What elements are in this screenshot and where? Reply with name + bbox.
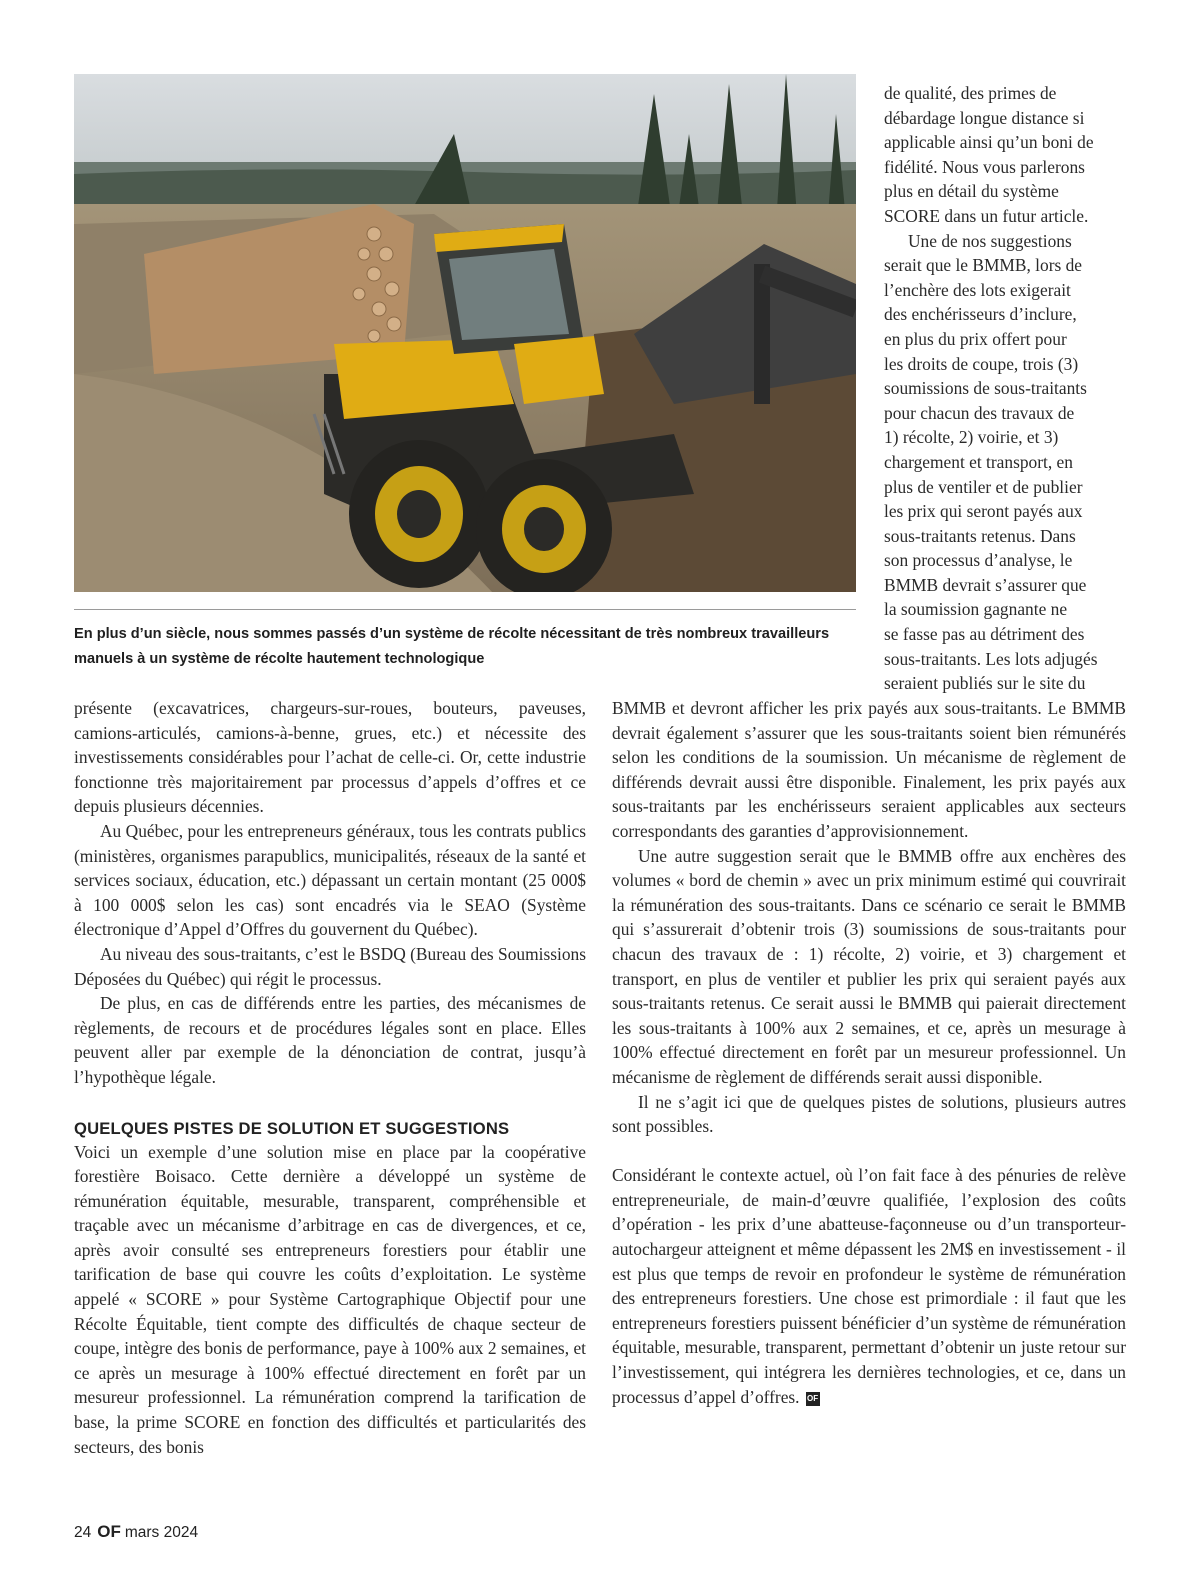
text-line: plus de ventiler et de publier <box>884 476 1083 497</box>
right-column <box>612 696 1126 1409</box>
paragraph: Voici un exemple d’une solution mise en place par la coopérative forestière Boisaco. Cette dernière a développé un système de rémunération équitable, mesurable, transparent, compréhensible et traçable avec un mécanisme d’arbitrage en cas de divergences, et ce, après avoir consulté ses entrepreneurs forestiers pour établir une tarification de base qui couvre les coûts d’exploitation. Le système appelé « SCORE » pour Système Cartographique Objectif pour une Récolte Équitable, tient compte des difficultés de chaque secteur de coupe, intègre des bonis de performance, paye à 100% aux 2 semaines, et ce après un mesurage à 100% effectué directement en forêt par un mesureur professionnel. La rémunération comprend la tarification de base, la prime SCORE en fonction des difficultés et particularités des secteurs, des bonis <box>74 1141 586 1457</box>
text-line: sous-traitants retenus. Dans <box>884 525 1076 546</box>
paragraph: Il ne s’agit ici que de quelques pistes de solutions, plusieurs autres sont possibles. <box>612 1091 1126 1137</box>
section-heading: QUELQUES PISTES DE SOLUTION ET SUGGESTIONS <box>74 1118 510 1138</box>
text-line: SCORE dans un futur article. <box>884 205 1089 226</box>
magazine-brand: OF <box>97 1522 121 1541</box>
paragraph: De plus, en cas de différends entre les parties, des mécanismes de règlements, de recours et de procédures légales sont en place. Elles peuvent aller par exemple de la dénonciation de contrat, jusqu’à l’hypothèque légale. <box>74 993 586 1087</box>
paragraph: Une autre suggestion serait que le BMMB offre aux enchères des volumes « bord de chemin » avec un prix minimum estimé qui couvrirait la rémunération des sous-traitants. Dans ce scénario ce serait le BMMB qui s’assurerait d’obtenir trois (3) soumissions de sous-traitants pour chacun des travaux de : 1) récolte, 2) voirie, et 3) chargement et transport, en plus de ventiler et publier les prix qui seraient payés aux sous-traitants retenus. Ce serait aussi le BMMB qui paierait directement les sous-traitants à 100% aux 2 semaines, et ce, après un mesurage à 100% effectué directement en forêt par un mesureur professionnel. Un mécanisme de règlement de différends serait aussi disponible. <box>612 845 1126 1087</box>
text-line: BMMB devrait s’assurer que <box>884 574 1087 595</box>
text-line: la soumission gagnante ne <box>884 599 1068 620</box>
paragraph-gap <box>612 1139 1126 1164</box>
text-line: pour chacun des travaux de <box>884 402 1075 423</box>
paragraph: Au Québec, pour les entrepreneurs généraux, tous les contrats publics (ministères, organismes parapublics, municipalités, réseaux de la santé et services sociaux, éducation, etc.) dépassant un certain montant (25 000$ à 100 000$ selon les cas) sont encadrés via le SEAO (Système électronique d’Appel d’Offres du gouvernent du Québec). <box>74 820 586 940</box>
paragraph <box>612 1163 1126 1409</box>
end-of-article-mark: OF <box>806 1392 820 1406</box>
text-line: se fasse pas au détriment des <box>884 624 1085 645</box>
text-line: débardage longue distance si <box>884 107 1085 128</box>
text-line: les prix qui seront payés aux <box>884 501 1083 522</box>
text-line: seraient publiés sur le site du <box>884 673 1086 694</box>
text-line: les droits de coupe, trois (3) <box>884 353 1079 374</box>
text-line: soumissions de sous-traitants <box>884 378 1087 399</box>
text-line: en plus du prix offert pour <box>884 328 1067 349</box>
text-line: fidélité. Nous vous parlerons <box>884 156 1085 177</box>
page-number: 24 <box>74 1524 92 1541</box>
narrow-column <box>884 81 1128 696</box>
caption-line: manuels à un système de récolte hautement technologique <box>74 650 485 667</box>
caption-line: En plus d’un siècle, nous sommes passés d’un système de récolte nécessitant de très nombreux travailleurs <box>74 626 830 642</box>
paragraph: présente (excavatrices, chargeurs-sur-roues, bouteurs, paveuses, camions-articulés, camions-à-benne, grues, etc.) et nécessite des investissements considérables pour l’achat de celle-ci. Or, cette industrie fonctionne très majoritairement par processus d’appels d’offres et ce depuis plusieurs décennies. <box>74 698 586 817</box>
text-line: plus en détail du système <box>884 181 1059 202</box>
issue-date: mars 2024 <box>124 1524 199 1541</box>
text-line: son processus d’analyse, le <box>884 550 1073 571</box>
paragraph: Au niveau des sous-traitants, c’est le BSDQ (Bureau des Soumissions Déposées du Québec) qui régit le processus. <box>74 943 586 989</box>
text-line: 1) récolte, 2) voirie, et 3) <box>884 427 1059 448</box>
paragraph: BMMB et devront afficher les prix payés aux sous-traitants. Le BMMB devrait également s’assurer que les sous-traitants soient bien rémunérés selon les conditions de la soumission. Un mécanisme de règlement de différends devrait aussi être disponible. Finalement, les prix payés aux sous-traitants par les enchérisseurs seraient applicables aux secteurs correspondants des garanties d’approvisionnement. <box>612 698 1126 841</box>
paragraph-text: Considérant le contexte actuel, où l’on fait face à des pénuries de relève entrepreneuriale, de main-d’œuvre qualifiée, l’explosion des coûts d’opération - les prix d’une abatteuse-façonneuse ou d’un transporteur-autochargeur atteignent et même dépassent les 2M$ en investissement - il est plus que temps de revoir en profondeur le système de rémunération des entrepreneurs forestiers. Une chose est primordiale : il faut que les entrepreneurs forestiers puissent bénéficier d’un système de rémunération équitable, mesurable, transparent, permettant d’obtenir un juste retour sur l’investissement, qui intégrera les dernières technologies, et ce, dans un processus d’appel d’offres. <box>612 1165 1126 1407</box>
forwarder-photo <box>74 74 856 592</box>
caption-rule <box>74 609 856 610</box>
left-column <box>74 696 586 1459</box>
text-line: chargement et transport, en <box>884 451 1073 472</box>
text-line: sous-traitants. Les lots adjugés <box>884 648 1098 669</box>
text-line: l’enchère des lots exigerait <box>884 279 1071 300</box>
text-line: Une de nos suggestions <box>908 230 1072 251</box>
photo-caption <box>74 622 864 671</box>
text-line: de qualité, des primes de <box>884 83 1057 103</box>
page-footer <box>74 1522 198 1542</box>
text-line: des enchérisseurs d’inclure, <box>884 304 1077 325</box>
text-line: applicable ainsi qu’un boni de <box>884 132 1094 153</box>
text-line: serait que le BMMB, lors de <box>884 255 1083 276</box>
